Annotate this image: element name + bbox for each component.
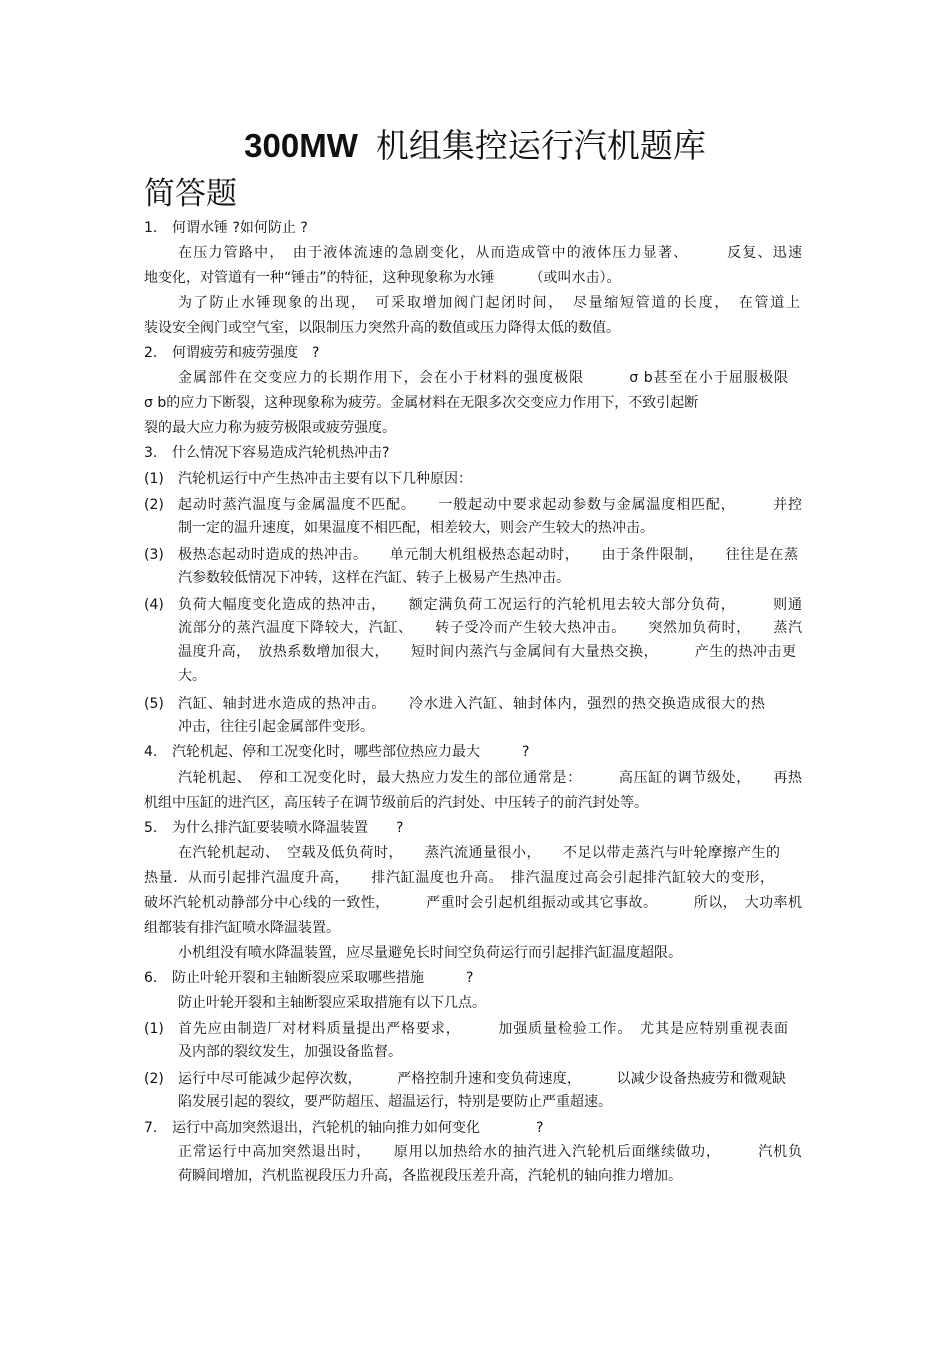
- answer-line: 热量．从而引起排汽温度升高， 排汽缸温度也升高。 排汽温度过高会引起排汽缸较大的变形，: [144, 870, 774, 886]
- question-text: 何谓水锤 ?如何防止 ?: [172, 220, 308, 236]
- question-number: 4.: [144, 744, 158, 760]
- list-item-text: 极热态起动时造成的热冲击。 单元制大机组极热态起动时， 由于条件限制， 往往是在蒸: [178, 547, 798, 563]
- question-text: 运行中高加突然退出，汽轮机的轴向推力如何变化 ?: [172, 1120, 544, 1136]
- answer-line: 荷瞬间增加，汽机监视段压力升高，各监视段压差升高，汽轮机的轴向推力增加。: [178, 1168, 682, 1184]
- answer-line: 金属部件在交变应力的长期作用下，会在小于材料的强度极限 σ b甚至在小于屈服极限: [178, 370, 788, 386]
- answer-line: 破坏汽轮机动静部分中心线的一致性， 严重时会引起机组振动或其它事故。 所以， 大功率机: [144, 895, 802, 911]
- list-item-text: 首先应由制造厂对材料质量提出严格要求， 加强质量检验工作。 尤其是应特别重视表面: [178, 1021, 788, 1037]
- list-item-number: (2): [144, 497, 164, 513]
- answer-line: σ b的应力下断裂，这种现象称为疲劳。金属材料在无限多次交变应力作用下，不致引起断: [144, 395, 699, 411]
- list-item-text: 大。: [178, 668, 206, 684]
- question-number: 2.: [144, 345, 158, 361]
- answer-line: 地变化，对管道有一种“锤击”的特征，这种现象称为水锤 （或叫水击）。: [144, 270, 621, 286]
- list-item-text: 流部分的蒸汽温度下降较大，汽缸、 转子受冷而产生较大热冲击。 突然加负荷时， 蒸汽: [178, 620, 802, 636]
- list-item-text: 运行中尽可能减少起停次数， 严格控制升速和变负荷速度， 以减少设备热疲劳和微观缺: [178, 1071, 786, 1087]
- list-item-number: (1): [144, 1021, 164, 1037]
- title-text: 机组集控运行汽机题库: [375, 126, 706, 165]
- question-text: 为什么排汽缸要装喷水降温装置 ?: [172, 820, 404, 836]
- answer-line: 汽轮机起、 停和工况变化时，最大热应力发生的部位通常是： 高压缸的调节级处， 再热: [178, 770, 802, 786]
- list-item-text: 制一定的温升速度，如果温度不相匹配，相差较大，则会产生较大的热冲击。: [178, 520, 654, 536]
- list-item-text: 及内部的裂纹发生，加强设备监督。: [178, 1044, 402, 1060]
- answer-line: 在压力管路中， 由于液体流速的急剧变化，从而造成管中的液体压力显著、 反复、迅速: [178, 245, 802, 261]
- answer-line: 小机组没有喷水降温装置，应尽量避免长时间空负荷运行而引起排汽缸温度超限。: [178, 945, 682, 961]
- list-item-number: (1): [144, 471, 164, 487]
- answer-line: 裂的最大应力称为疲劳极限或疲劳强度。: [144, 420, 396, 436]
- title-model: 300MW: [244, 127, 358, 164]
- question-number: 1.: [144, 220, 158, 236]
- question-number: 6.: [144, 970, 158, 986]
- question-text: 何谓疲劳和疲劳强度 ?: [172, 345, 320, 361]
- question-number: 5.: [144, 820, 158, 836]
- answer-line: 正常运行中高加突然退出时， 原用以加热给水的抽汽进入汽轮机后面继续做功， 汽机负: [178, 1144, 802, 1160]
- section-heading: 简答题: [144, 176, 237, 212]
- list-item-text: 冲击，往往引起金属部件变形。: [178, 719, 374, 735]
- list-item-text: 起动时蒸汽温度与金属温度不匹配。 一般起动中要求起动参数与金属温度相匹配， 并控: [178, 497, 802, 513]
- list-item-text: 汽轮机运行中产生热冲击主要有以下几种原因：: [178, 471, 472, 487]
- answer-line: 装设安全阀门或空气室，以限制压力突然升高的数值或压力降得太低的数值。: [144, 320, 620, 336]
- list-item-text: 陷发展引起的裂纹，要严防超压、超温运行，特别是要防止严重超速。: [178, 1094, 612, 1110]
- question-text: 防止叶轮开裂和主轴断裂应采取哪些措施 ?: [172, 970, 474, 986]
- question-number: 7.: [144, 1120, 158, 1136]
- list-item-number: (3): [144, 547, 164, 563]
- list-item-number: (4): [144, 597, 164, 613]
- document-title: [0, 124, 950, 168]
- answer-line: 组都装有排汽缸喷水降温装置。: [144, 920, 340, 936]
- question-number: 3.: [144, 445, 158, 461]
- question-text: 汽轮机起、停和工况变化时，哪些部位热应力最大 ?: [172, 744, 530, 760]
- list-item-text: 负荷大幅度变化造成的热冲击， 额定满负荷工况运行的汽轮机甩去较大部分负荷， 则通: [178, 597, 802, 613]
- list-item-text: 温度升高， 放热系数增加很大， 短时间内蒸汽与金属间有大量热交换， 产生的热冲击更: [178, 644, 796, 660]
- list-item-text: 汽缸、轴封进水造成的热冲击。 冷水进入汽缸、轴封体内，强烈的热交换造成很大的热: [178, 696, 765, 712]
- answer-line: 防止叶轮开裂和主轴断裂应采取措施有以下几点。: [178, 995, 486, 1011]
- answer-line: 在汽轮机起动、 空载及低负荷时， 蒸汽流通量很小， 不足以带走蒸汽与叶轮摩擦产生的: [178, 845, 780, 861]
- answer-line: 机组中压缸的进汽区，高压转子在调节级前后的汽封处、中压转子的前汽封处等。: [144, 795, 648, 811]
- answer-line: 为了防止水锤现象的出现， 可采取增加阀门起闭时间， 尽量缩短管道的长度， 在管道上: [178, 295, 800, 311]
- list-item-text: 汽参数较低情况下冲转，这样在汽缸、转子上极易产生热冲击。: [178, 570, 570, 586]
- list-item-number: (2): [144, 1071, 164, 1087]
- question-text: 什么情况下容易造成汽轮机热冲击?: [172, 445, 390, 461]
- list-item-number: (5): [144, 696, 164, 712]
